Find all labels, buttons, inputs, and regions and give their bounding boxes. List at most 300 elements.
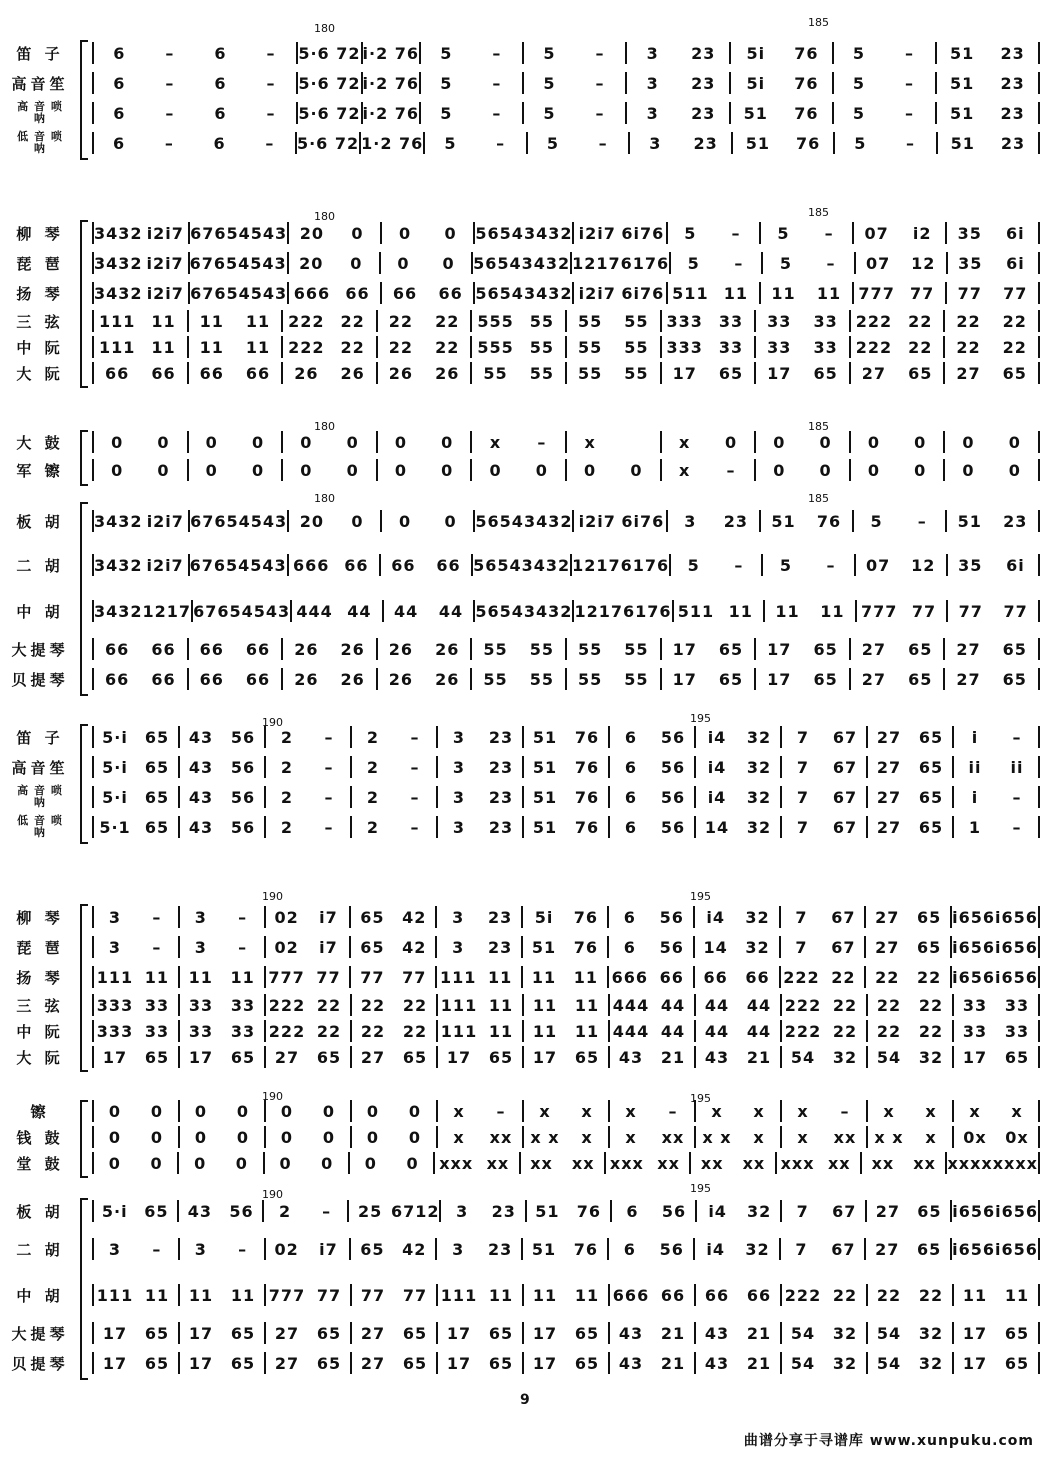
note-group: 66 bbox=[745, 967, 770, 987]
note-group: 5654 bbox=[475, 601, 524, 621]
note-group: 5654 bbox=[473, 555, 522, 575]
note-group: 33 bbox=[962, 995, 988, 1015]
note-group: xxx bbox=[780, 1153, 815, 1173]
note-group: 65 bbox=[230, 1323, 256, 1343]
note-group: 23 bbox=[1000, 73, 1025, 93]
note-group: 23 bbox=[488, 757, 514, 777]
note-group: 66 bbox=[344, 555, 369, 575]
instrument-label: 扬 琴 bbox=[16, 968, 64, 987]
note-group: 6 bbox=[626, 1201, 639, 1221]
note-group: 27 bbox=[360, 1323, 386, 1343]
note-group: 11 bbox=[487, 967, 513, 987]
note-group: 51 bbox=[532, 787, 558, 807]
note-group: 56 bbox=[659, 937, 684, 957]
note-group: 65 bbox=[718, 639, 744, 659]
note-group: 65 bbox=[718, 669, 744, 689]
instrument-row bbox=[0, 500, 1040, 542]
note-group: 26 bbox=[340, 363, 365, 383]
note-group: 66 bbox=[436, 555, 461, 575]
note-group: – bbox=[598, 133, 608, 153]
note-group: 77 bbox=[911, 601, 937, 621]
note-group: 33 bbox=[1004, 1021, 1030, 1041]
note-group: 56 bbox=[660, 817, 686, 837]
note-group: 3 bbox=[452, 1239, 465, 1259]
note-group: – bbox=[238, 1239, 248, 1259]
note-group: i2i7 bbox=[578, 283, 616, 303]
note-group: i2i7 bbox=[146, 283, 184, 303]
note-group: 65 bbox=[918, 757, 944, 777]
note-group: 77 bbox=[910, 283, 935, 303]
note-group: 0 bbox=[157, 432, 170, 452]
note-group: 0 bbox=[397, 253, 410, 273]
note-group: 6i76 bbox=[621, 511, 665, 531]
note-group: i656 bbox=[995, 937, 1038, 957]
note-group: 65 bbox=[917, 1239, 942, 1259]
note-group: x bbox=[797, 1127, 809, 1147]
note-group: xx bbox=[871, 1153, 895, 1173]
instrument-row bbox=[0, 1226, 1040, 1272]
note-group: 27 bbox=[861, 639, 887, 659]
note-group: 3 bbox=[452, 817, 466, 837]
note-group: – bbox=[1012, 787, 1022, 807]
note-group: 3 bbox=[646, 73, 659, 93]
note-group: 333 bbox=[96, 1021, 134, 1041]
barline bbox=[1038, 336, 1040, 358]
note-group: 555 bbox=[477, 337, 514, 357]
note-group: – bbox=[492, 103, 502, 123]
note-group: 4543 bbox=[238, 253, 287, 273]
note-group: 66 bbox=[199, 669, 224, 689]
note-group: 7 bbox=[796, 727, 810, 747]
note-group: i·2 76 bbox=[362, 73, 420, 93]
note-group: x bbox=[581, 1101, 593, 1121]
note-group: 33 bbox=[230, 995, 256, 1015]
instrument-label: 三 弦 bbox=[16, 996, 64, 1015]
note-group: 444 bbox=[296, 601, 333, 621]
note-group: 43 bbox=[188, 757, 214, 777]
note-group: – bbox=[164, 133, 174, 153]
note-group: – bbox=[1012, 817, 1022, 837]
note-group: x bbox=[797, 1101, 809, 1121]
note-group: 55 bbox=[577, 311, 603, 331]
note-group: 6 bbox=[623, 937, 636, 957]
note-group: 0 bbox=[111, 432, 124, 452]
note-group: 5 bbox=[687, 253, 700, 273]
note-group: 22 bbox=[918, 1285, 944, 1305]
note-group: 23 bbox=[1000, 133, 1026, 153]
note-group: x bbox=[925, 1101, 937, 1121]
note-group: 6 bbox=[624, 757, 638, 777]
note-group: 65 bbox=[144, 787, 170, 807]
note-group: 77 bbox=[360, 1285, 386, 1305]
note-group: – bbox=[265, 133, 275, 153]
note-group: – bbox=[324, 787, 334, 807]
note-group: 23 bbox=[487, 937, 513, 957]
note-group: 11 bbox=[230, 967, 255, 987]
note-group: 11 bbox=[574, 1021, 600, 1041]
note-group: 54 bbox=[876, 1353, 902, 1373]
note-group: 11 bbox=[245, 337, 271, 357]
note-group: 51 bbox=[531, 1239, 557, 1259]
note-group: 5 bbox=[440, 73, 453, 93]
note-group: x x bbox=[874, 1127, 904, 1147]
note-group: 65 bbox=[360, 937, 385, 957]
note-group: 4543 bbox=[238, 283, 288, 303]
measure-number: 195 bbox=[690, 712, 711, 725]
note-group: 111 bbox=[440, 1021, 478, 1041]
note-group: 6 bbox=[214, 43, 227, 63]
note-group: 0 bbox=[108, 1127, 122, 1147]
note-group: – bbox=[537, 432, 547, 452]
measure-number: 190 bbox=[262, 1188, 283, 1201]
note-group: i2i7 bbox=[146, 511, 184, 531]
note-group: 43 bbox=[187, 1201, 213, 1221]
note-group: 11 bbox=[775, 601, 800, 621]
note-group: x bbox=[489, 432, 502, 452]
note-group: 33 bbox=[962, 1021, 988, 1041]
barline bbox=[1038, 1152, 1040, 1174]
notation-line bbox=[92, 38, 1040, 68]
note-group: 3432 bbox=[94, 223, 143, 243]
note-group: 22 bbox=[918, 995, 944, 1015]
measure-number: 185 bbox=[808, 16, 829, 29]
note-group: xx bbox=[489, 1127, 513, 1147]
note-group: 65 bbox=[1004, 1353, 1030, 1373]
note-group: 0 bbox=[535, 460, 548, 480]
note-group: 3432 bbox=[523, 601, 573, 621]
instrument-label: 中 阮 bbox=[16, 338, 64, 357]
note-group: 26 bbox=[388, 363, 414, 383]
note-group: x bbox=[711, 1101, 723, 1121]
note-group: 0 bbox=[914, 460, 927, 480]
barline bbox=[1038, 966, 1040, 988]
note-group: 55 bbox=[529, 639, 554, 659]
note-group: 43 bbox=[704, 1047, 730, 1067]
note-group: 67 bbox=[831, 1239, 856, 1259]
note-group: 17 bbox=[532, 1353, 558, 1373]
note-group: 65 bbox=[918, 817, 944, 837]
note-group: 0 bbox=[235, 1153, 248, 1173]
note-group: xx bbox=[833, 1127, 857, 1147]
note-group: 65 bbox=[908, 639, 933, 659]
note-group: 7 bbox=[796, 817, 810, 837]
note-group: 5i bbox=[534, 907, 554, 927]
note-group: 5 bbox=[543, 43, 556, 63]
note-group: 22 bbox=[1002, 337, 1027, 357]
note-group: 33 bbox=[188, 995, 214, 1015]
notation-line bbox=[92, 1124, 1040, 1150]
instrument-row bbox=[0, 1124, 1040, 1150]
note-group: – bbox=[324, 727, 334, 747]
note-group: 67 bbox=[832, 787, 858, 807]
note-group: 11 bbox=[199, 311, 224, 331]
note-group: 76 bbox=[794, 73, 819, 93]
note-group: 17 bbox=[532, 1047, 558, 1067]
note-group: xx bbox=[742, 1153, 766, 1173]
note-group: xx bbox=[657, 1153, 680, 1173]
note-group: 2 bbox=[280, 787, 294, 807]
note-group: xx bbox=[661, 1127, 685, 1147]
note-group: 43 bbox=[618, 1323, 644, 1343]
note-group: 65 bbox=[908, 669, 933, 689]
note-group: i2i7 bbox=[578, 511, 616, 531]
note-group: 22 bbox=[918, 1021, 944, 1041]
note-group: 0 bbox=[111, 460, 124, 480]
barline bbox=[1038, 1200, 1040, 1222]
barline bbox=[1038, 1126, 1040, 1148]
note-group: 222 bbox=[268, 995, 306, 1015]
note-group: 66 bbox=[245, 639, 271, 659]
note-group: 54 bbox=[790, 1047, 816, 1067]
barline bbox=[1038, 600, 1040, 622]
note-group: 1217 bbox=[142, 601, 192, 621]
note-group: 56 bbox=[659, 1239, 684, 1259]
note-group: – bbox=[266, 73, 276, 93]
note-group: 67 bbox=[831, 907, 856, 927]
note-group: i656 bbox=[952, 967, 996, 987]
note-group: i2 bbox=[912, 223, 932, 243]
note-group: 5 bbox=[779, 253, 792, 273]
note-group: 56 bbox=[230, 727, 256, 747]
notation-line bbox=[92, 500, 1040, 542]
note-group: – bbox=[496, 1101, 506, 1121]
note-group: 11 bbox=[728, 601, 753, 621]
note-group: 42 bbox=[402, 937, 427, 957]
note-group: 17 bbox=[446, 1323, 472, 1343]
note-group: – bbox=[917, 511, 927, 531]
note-group: – bbox=[410, 757, 420, 777]
note-group: 6 bbox=[113, 43, 126, 63]
instrument-row bbox=[0, 752, 1040, 782]
notation-line bbox=[92, 634, 1040, 664]
note-group: 0 bbox=[773, 432, 786, 452]
note-group: 76 bbox=[573, 1239, 599, 1259]
note-group: 0 bbox=[205, 432, 218, 452]
note-group: 222 bbox=[784, 1285, 822, 1305]
note-group: 56 bbox=[230, 757, 256, 777]
notation-line bbox=[92, 962, 1040, 992]
note-group: 6765 bbox=[189, 253, 239, 273]
note-group: 22 bbox=[388, 337, 414, 357]
note-group: 5·i bbox=[102, 787, 128, 807]
note-group: 55 bbox=[483, 363, 508, 383]
note-group: i2i7 bbox=[578, 223, 616, 243]
note-group: 4543 bbox=[238, 511, 288, 531]
note-group: 777 bbox=[268, 967, 305, 987]
note-group: 23 bbox=[1003, 511, 1028, 531]
note-group: 21 bbox=[746, 1323, 772, 1343]
note-group: 5 bbox=[546, 133, 559, 153]
instrument-label: 笛 子 bbox=[16, 728, 64, 747]
instrument-label: 低 音 唢 呐 bbox=[17, 814, 63, 839]
instrument-label: 军 镲 bbox=[16, 461, 64, 480]
note-group: 6176 bbox=[620, 555, 670, 575]
note-group: 55 bbox=[624, 311, 649, 331]
note-group: 6 bbox=[624, 787, 638, 807]
note-group: 65 bbox=[574, 1353, 600, 1373]
barline bbox=[1038, 786, 1040, 808]
note-group: xx bbox=[913, 1153, 936, 1173]
notation-line bbox=[92, 902, 1040, 932]
note-group: 66 bbox=[151, 363, 176, 383]
note-group: 0 bbox=[236, 1101, 250, 1121]
note-group: 43 bbox=[704, 1323, 730, 1343]
note-group: 0 bbox=[194, 1127, 208, 1147]
note-group: 65 bbox=[402, 1353, 428, 1373]
note-group: 0 bbox=[408, 1127, 422, 1147]
barline bbox=[1038, 252, 1040, 274]
note-group: 51 bbox=[771, 511, 796, 531]
instrument-row bbox=[0, 992, 1040, 1018]
barline bbox=[1038, 994, 1040, 1016]
notation-line bbox=[92, 68, 1040, 98]
instrument-row bbox=[0, 218, 1040, 248]
note-group: 32 bbox=[918, 1353, 944, 1373]
instrument-row bbox=[0, 248, 1040, 278]
note-group: – bbox=[238, 937, 248, 957]
note-group: 42 bbox=[402, 1239, 427, 1259]
note-group: 0 bbox=[867, 432, 880, 452]
note-group: 65 bbox=[1002, 639, 1027, 659]
note-group: 0 bbox=[394, 460, 407, 480]
note-group: 42 bbox=[402, 907, 427, 927]
note-group: – bbox=[905, 73, 915, 93]
note-group: 23 bbox=[491, 1201, 516, 1221]
note-group: 11 bbox=[574, 995, 600, 1015]
note-group: 67 bbox=[831, 937, 856, 957]
note-group: 26 bbox=[388, 669, 414, 689]
note-group: 6 bbox=[213, 133, 226, 153]
note-group: xxxx bbox=[992, 1153, 1038, 1173]
note-group: 33 bbox=[144, 995, 170, 1015]
note-group: 51 bbox=[949, 73, 975, 93]
note-group: 6 bbox=[624, 727, 638, 747]
page-number: 9 bbox=[520, 1392, 530, 1408]
note-group: 22 bbox=[435, 337, 460, 357]
note-group: 5·i bbox=[102, 727, 128, 747]
instrument-label: 板 胡 bbox=[16, 1202, 64, 1221]
note-group: 51 bbox=[957, 511, 982, 531]
note-group: 07 bbox=[864, 223, 889, 243]
note-group: 56 bbox=[661, 1201, 687, 1221]
note-group: 02 bbox=[274, 907, 299, 927]
instrument-label: 柳 琴 bbox=[16, 224, 64, 243]
instrument-row bbox=[0, 1098, 1040, 1124]
instrument-row bbox=[0, 1044, 1040, 1070]
note-group: – bbox=[410, 817, 420, 837]
note-group: 0x bbox=[1005, 1127, 1029, 1147]
note-group: 66 bbox=[151, 669, 176, 689]
note-group: i4 bbox=[707, 727, 727, 747]
note-group: 51 bbox=[745, 133, 770, 153]
note-group: 32 bbox=[832, 1047, 858, 1067]
note-group: 12 bbox=[911, 253, 936, 273]
note-group: 65 bbox=[316, 1353, 342, 1373]
note-group: 21 bbox=[746, 1047, 772, 1067]
note-group: 11 bbox=[962, 1285, 988, 1305]
note-group: 66 bbox=[660, 1285, 686, 1305]
note-group: i656 bbox=[995, 1239, 1038, 1259]
note-group: 44 bbox=[660, 995, 686, 1015]
note-group: 12 bbox=[911, 555, 936, 575]
note-group: 0 bbox=[150, 1127, 164, 1147]
note-group: 0 bbox=[867, 460, 880, 480]
note-group: 0 bbox=[441, 432, 454, 452]
note-group: 666 bbox=[293, 283, 331, 303]
note-group: x bbox=[753, 1101, 765, 1121]
note-group: 23 bbox=[1000, 103, 1025, 123]
note-group: – bbox=[496, 133, 506, 153]
note-group: – bbox=[238, 907, 248, 927]
note-group: 65 bbox=[488, 1047, 514, 1067]
note-group: 666 bbox=[611, 967, 649, 987]
note-group: 7 bbox=[795, 907, 808, 927]
measure-number: 180 bbox=[314, 210, 335, 223]
note-group: 3432 bbox=[523, 283, 573, 303]
note-group: 44 bbox=[746, 995, 772, 1015]
instrument-row bbox=[0, 428, 1040, 456]
note-group: 11 bbox=[144, 1285, 170, 1305]
note-group: 22 bbox=[340, 337, 365, 357]
measure-number: 185 bbox=[808, 206, 829, 219]
note-group: 11 bbox=[488, 1021, 514, 1041]
note-group: 65 bbox=[144, 817, 170, 837]
note-group: 65 bbox=[144, 1323, 170, 1343]
note-group: 65 bbox=[144, 1353, 170, 1373]
measure-number: 190 bbox=[262, 716, 283, 729]
instrument-label: 高 音 唢 呐 bbox=[17, 100, 63, 125]
note-group: 14 bbox=[704, 817, 730, 837]
note-group: 67 bbox=[832, 817, 858, 837]
note-group: 77 bbox=[957, 283, 982, 303]
barline bbox=[1038, 726, 1040, 748]
note-group: – bbox=[734, 253, 744, 273]
note-group: 11 bbox=[723, 283, 749, 303]
barline bbox=[1038, 42, 1040, 64]
note-group: 5 bbox=[852, 43, 866, 63]
note-group: 22 bbox=[876, 995, 902, 1015]
note-group: 6 bbox=[623, 907, 636, 927]
note-group: 20 bbox=[299, 223, 325, 243]
note-group: i4 bbox=[706, 1239, 725, 1259]
note-group: 11 bbox=[151, 311, 176, 331]
barline bbox=[1038, 756, 1040, 778]
instrument-row bbox=[0, 782, 1040, 812]
instrument-label: 镲 bbox=[30, 1102, 50, 1121]
note-group: 222 bbox=[784, 1021, 822, 1041]
notation-line bbox=[92, 1150, 1040, 1176]
note-group: 67 bbox=[832, 1201, 857, 1221]
note-group: 44 bbox=[660, 1021, 686, 1041]
barline bbox=[1038, 102, 1040, 124]
note-group: x bbox=[581, 1127, 593, 1147]
note-group: i7 bbox=[319, 937, 338, 957]
note-group: 6 bbox=[624, 817, 638, 837]
instrument-label: 大 阮 bbox=[16, 364, 64, 383]
note-group: 76 bbox=[574, 817, 600, 837]
note-group: – bbox=[410, 727, 420, 747]
note-group: 3 bbox=[194, 937, 207, 957]
notation-line bbox=[92, 752, 1040, 782]
note-group: 5 bbox=[779, 555, 792, 575]
note-group: 0 bbox=[408, 1101, 422, 1121]
note-group: 0 bbox=[322, 1127, 336, 1147]
note-group: 11 bbox=[1004, 1285, 1030, 1305]
note-group: 23 bbox=[487, 907, 513, 927]
system-bracket bbox=[80, 1100, 88, 1178]
instrument-label: 贝提琴 bbox=[11, 670, 69, 689]
barline bbox=[1038, 222, 1040, 244]
